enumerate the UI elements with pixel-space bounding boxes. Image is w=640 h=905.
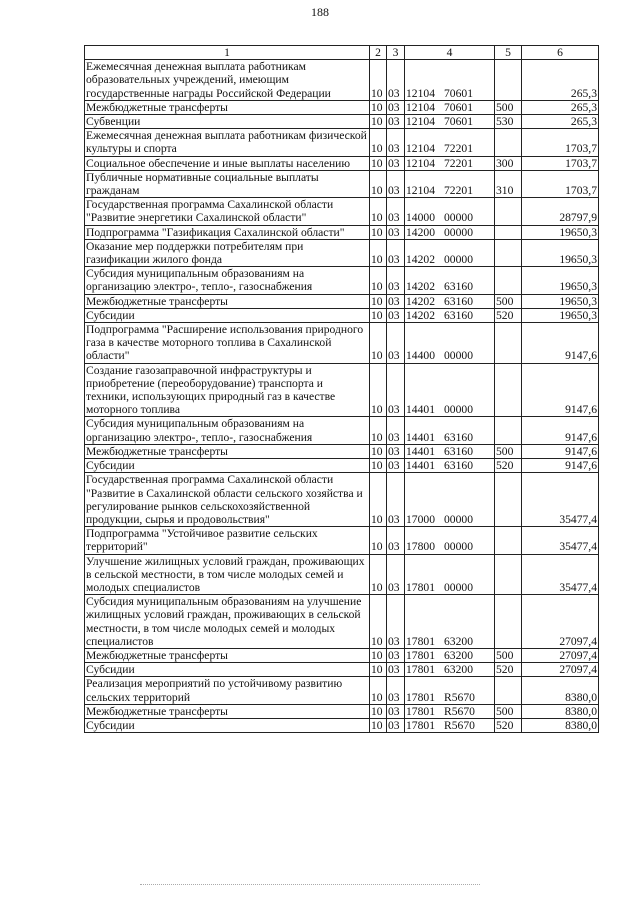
row-section: 10: [370, 663, 387, 677]
row-target-item-part1: 12104: [406, 115, 435, 129]
row-section: 10: [370, 417, 387, 444]
row-subsection: 03: [387, 473, 405, 527]
row-amount: 9147,6: [522, 459, 599, 473]
table-row: [85, 156, 599, 170]
row-target-item: [405, 554, 495, 595]
column-header: 3: [387, 46, 405, 60]
row-subsection: 03: [387, 677, 405, 704]
row-amount: 1703,7: [522, 170, 599, 197]
row-subsection: 03: [387, 363, 405, 417]
row-section: 10: [370, 267, 387, 294]
row-name: Субсидии: [85, 308, 370, 322]
row-target-item: [405, 444, 495, 458]
row-name: Подпрограмма "Устойчивое развитие сельских территорий": [85, 527, 370, 554]
row-name: Межбюджетные трансферты: [85, 444, 370, 458]
row-subsection: 03: [387, 554, 405, 595]
row-amount: 9147,6: [522, 363, 599, 417]
row-subsection: 03: [387, 225, 405, 239]
table-row: [85, 648, 599, 662]
row-target-item-part1: 14401: [406, 444, 435, 458]
row-target-item-part2: 63160: [444, 430, 473, 444]
row-target-item-part2: 63200: [444, 663, 473, 677]
row-amount: 265,3: [522, 100, 599, 114]
column-header: 1: [85, 46, 370, 60]
column-header: 4: [405, 46, 495, 60]
table-row: [85, 704, 599, 718]
row-section: 10: [370, 198, 387, 225]
row-name: Межбюджетные трансферты: [85, 704, 370, 718]
row-expense-type: [495, 595, 522, 649]
row-subsection: 03: [387, 527, 405, 554]
row-expense-type: 500: [495, 294, 522, 308]
table-row: [85, 444, 599, 458]
row-target-item-part2: 72201: [444, 142, 473, 156]
row-target-item-part2: 00000: [444, 403, 473, 417]
table-row: [85, 417, 599, 444]
table-row: [85, 225, 599, 239]
row-subsection: 03: [387, 444, 405, 458]
row-amount: 27097,4: [522, 648, 599, 662]
row-expense-type: 500: [495, 704, 522, 718]
row-target-item-part1: 14202: [406, 294, 435, 308]
row-name: Субсидия муниципальным образованиям на улучшение жилищных условий граждан, проживающих в сельской местности, в том числе молодых семей и молодых специалистов: [85, 595, 370, 649]
row-name: Межбюджетные трансферты: [85, 648, 370, 662]
row-expense-type: [495, 417, 522, 444]
row-target-item-part1: 14202: [406, 280, 435, 294]
row-section: 10: [370, 527, 387, 554]
row-amount: 35477,4: [522, 554, 599, 595]
row-amount: 1703,7: [522, 156, 599, 170]
row-expense-type: [495, 60, 522, 101]
row-section: 10: [370, 100, 387, 114]
row-section: 10: [370, 115, 387, 129]
header-row: [85, 46, 599, 60]
row-name: Ежемесячная денежная выплата работникам образовательных учреждений, имеющим государственные награды Российской Федерации: [85, 60, 370, 101]
row-amount: 19650,3: [522, 294, 599, 308]
row-target-item: [405, 239, 495, 266]
row-expense-type: 300: [495, 156, 522, 170]
row-section: 10: [370, 554, 387, 595]
row-expense-type: [495, 677, 522, 704]
row-target-item: [405, 198, 495, 225]
row-subsection: 03: [387, 239, 405, 266]
row-expense-type: 500: [495, 648, 522, 662]
row-target-item: [405, 527, 495, 554]
row-amount: 8380,0: [522, 718, 599, 732]
table-row: [85, 527, 599, 554]
table-row: [85, 239, 599, 266]
row-target-item-part1: 17801: [406, 718, 435, 732]
table-row: [85, 100, 599, 114]
row-target-item: [405, 100, 495, 114]
row-target-item: [405, 473, 495, 527]
row-amount: 9147,6: [522, 417, 599, 444]
table-row: [85, 115, 599, 129]
row-target-item-part2: 70601: [444, 115, 473, 129]
row-name: Подпрограмма "Газификация Сахалинской области": [85, 225, 370, 239]
row-target-item: [405, 267, 495, 294]
row-target-item-part2: 00000: [444, 225, 473, 239]
row-expense-type: [495, 473, 522, 527]
row-name: Субсидия муниципальным образованиям на организацию электро-, тепло-, газоснабжения: [85, 267, 370, 294]
row-target-item: [405, 225, 495, 239]
row-name: Реализация мероприятий по устойчивому развитию сельских территорий: [85, 677, 370, 704]
table-row: [85, 595, 599, 649]
row-section: 10: [370, 704, 387, 718]
row-section: 10: [370, 444, 387, 458]
row-target-item-part1: 17801: [406, 580, 435, 594]
row-name: Межбюджетные трансферты: [85, 294, 370, 308]
row-target-item-part2: 63160: [444, 280, 473, 294]
row-section: 10: [370, 294, 387, 308]
row-target-item: [405, 677, 495, 704]
table-row: [85, 677, 599, 704]
row-amount: 265,3: [522, 115, 599, 129]
row-amount: 265,3: [522, 60, 599, 101]
column-header: 6: [522, 46, 599, 60]
row-target-item-part2: 70601: [444, 86, 473, 100]
row-subsection: 03: [387, 704, 405, 718]
table-row: [85, 718, 599, 732]
row-target-item-part1: 17801: [406, 648, 435, 662]
table-row: [85, 198, 599, 225]
row-target-item-part2: R5670: [444, 690, 475, 704]
row-amount: 19650,3: [522, 267, 599, 294]
row-subsection: 03: [387, 267, 405, 294]
row-expense-type: 500: [495, 444, 522, 458]
row-target-item-part1: 17801: [406, 690, 435, 704]
table-row: [85, 308, 599, 322]
row-target-item-part2: 00000: [444, 349, 473, 363]
row-target-item: [405, 129, 495, 156]
row-name: Государственная программа Сахалинской области "Развитие в Сахалинской области сельского хозяйства и регулирование рынков сельскохозяйственной продукции, сырья и продовольствия": [85, 473, 370, 527]
row-section: 10: [370, 363, 387, 417]
row-subsection: 03: [387, 718, 405, 732]
row-target-item: [405, 704, 495, 718]
row-section: 10: [370, 225, 387, 239]
row-subsection: 03: [387, 198, 405, 225]
row-expense-type: 500: [495, 100, 522, 114]
row-section: 10: [370, 459, 387, 473]
row-target-item-part1: 14401: [406, 403, 435, 417]
table-row: [85, 363, 599, 417]
row-expense-type: [495, 527, 522, 554]
row-target-item-part1: 12104: [406, 184, 435, 198]
row-target-item-part2: 63160: [444, 308, 473, 322]
row-name: Социальное обеспечение и иные выплаты населению: [85, 156, 370, 170]
row-target-item-part1: 14401: [406, 459, 435, 473]
row-section: 10: [370, 648, 387, 662]
row-target-item-part1: 14200: [406, 225, 435, 239]
row-subsection: 03: [387, 156, 405, 170]
row-target-item: [405, 323, 495, 364]
row-target-item-part2: 72201: [444, 184, 473, 198]
table-row: [85, 60, 599, 101]
row-name: Улучшение жилищных условий граждан, проживающих в сельской местности, в том числе молодых семей и молодых специалистов: [85, 554, 370, 595]
row-name: Субвенции: [85, 115, 370, 129]
table-row: [85, 323, 599, 364]
row-amount: 8380,0: [522, 704, 599, 718]
row-subsection: 03: [387, 170, 405, 197]
row-target-item-part2: 63200: [444, 648, 473, 662]
row-subsection: 03: [387, 595, 405, 649]
row-target-item: [405, 718, 495, 732]
row-target-item-part1: 17800: [406, 540, 435, 554]
row-expense-type: [495, 129, 522, 156]
table-row: [85, 129, 599, 156]
row-expense-type: [495, 239, 522, 266]
row-amount: 35477,4: [522, 527, 599, 554]
row-subsection: 03: [387, 100, 405, 114]
row-name: Ежемесячная денежная выплата работникам физической культуры и спорта: [85, 129, 370, 156]
row-expense-type: [495, 323, 522, 364]
row-target-item: [405, 417, 495, 444]
page-number: 188: [311, 5, 329, 19]
row-target-item-part1: 14000: [406, 211, 435, 225]
row-target-item-part1: 17000: [406, 512, 435, 526]
row-name: Субсидия муниципальным образованиям на организацию электро-, тепло-, газоснабжения: [85, 417, 370, 444]
row-amount: 19650,3: [522, 239, 599, 266]
row-subsection: 03: [387, 663, 405, 677]
row-target-item: [405, 60, 495, 101]
row-amount: 19650,3: [522, 308, 599, 322]
row-section: 10: [370, 170, 387, 197]
row-target-item-part2: 72201: [444, 156, 473, 170]
row-subsection: 03: [387, 129, 405, 156]
row-name: Межбюджетные трансферты: [85, 100, 370, 114]
row-subsection: 03: [387, 323, 405, 364]
row-name: Субсидии: [85, 459, 370, 473]
row-amount: 35477,4: [522, 473, 599, 527]
row-target-item-part1: 14202: [406, 308, 435, 322]
row-target-item-part1: 14202: [406, 253, 435, 267]
row-section: 10: [370, 156, 387, 170]
column-header: 5: [495, 46, 522, 60]
row-amount: 19650,3: [522, 225, 599, 239]
row-target-item-part1: 12104: [406, 86, 435, 100]
row-section: 10: [370, 323, 387, 364]
row-target-item-part2: 00000: [444, 540, 473, 554]
row-target-item: [405, 115, 495, 129]
row-subsection: 03: [387, 308, 405, 322]
row-expense-type: 520: [495, 718, 522, 732]
row-target-item-part2: 63200: [444, 634, 473, 648]
row-target-item-part1: 17801: [406, 704, 435, 718]
row-expense-type: [495, 198, 522, 225]
row-expense-type: 530: [495, 115, 522, 129]
row-amount: 9147,6: [522, 323, 599, 364]
row-target-item: [405, 294, 495, 308]
row-subsection: 03: [387, 115, 405, 129]
row-target-item-part2: 63160: [444, 459, 473, 473]
row-name: Субсидии: [85, 718, 370, 732]
row-target-item: [405, 170, 495, 197]
row-target-item-part2: 70601: [444, 100, 473, 114]
row-target-item: [405, 363, 495, 417]
row-target-item: [405, 595, 495, 649]
row-expense-type: [495, 554, 522, 595]
row-target-item-part2: 00000: [444, 580, 473, 594]
row-name: Публичные нормативные социальные выплаты гражданам: [85, 170, 370, 197]
row-subsection: 03: [387, 417, 405, 444]
row-amount: 9147,6: [522, 444, 599, 458]
row-amount: 27097,4: [522, 663, 599, 677]
table-row: [85, 267, 599, 294]
row-target-item-part1: 17801: [406, 663, 435, 677]
row-expense-type: 520: [495, 459, 522, 473]
budget-table: [84, 45, 599, 733]
row-amount: 8380,0: [522, 677, 599, 704]
row-expense-type: [495, 363, 522, 417]
row-subsection: 03: [387, 60, 405, 101]
row-subsection: 03: [387, 294, 405, 308]
row-target-item: [405, 459, 495, 473]
row-target-item-part2: R5670: [444, 704, 475, 718]
row-name: Оказание мер поддержки потребителям при газификации жилого фонда: [85, 239, 370, 266]
row-target-item-part2: R5670: [444, 718, 475, 732]
scan-dots: [140, 884, 480, 887]
row-section: 10: [370, 473, 387, 527]
row-target-item: [405, 648, 495, 662]
row-section: 10: [370, 60, 387, 101]
row-expense-type: [495, 225, 522, 239]
table-row: [85, 554, 599, 595]
table-row: [85, 473, 599, 527]
row-target-item-part1: 12104: [406, 142, 435, 156]
row-section: 10: [370, 718, 387, 732]
row-section: 10: [370, 239, 387, 266]
table-row: [85, 459, 599, 473]
table-row: [85, 663, 599, 677]
row-subsection: 03: [387, 459, 405, 473]
row-amount: 27097,4: [522, 595, 599, 649]
row-target-item-part1: 14401: [406, 430, 435, 444]
row-target-item: [405, 308, 495, 322]
row-expense-type: 310: [495, 170, 522, 197]
row-expense-type: 520: [495, 308, 522, 322]
row-section: 10: [370, 677, 387, 704]
row-expense-type: [495, 267, 522, 294]
row-target-item-part2: 00000: [444, 253, 473, 267]
row-target-item: [405, 156, 495, 170]
row-target-item-part2: 00000: [444, 211, 473, 225]
row-target-item-part1: 14400: [406, 349, 435, 363]
row-target-item-part2: 63160: [444, 444, 473, 458]
row-name: Создание газозаправочной инфраструктуры и приобретение (переоборудование) транспорта и техники, использующих природный газ в качестве моторного топлива: [85, 363, 370, 417]
row-amount: 28797,9: [522, 198, 599, 225]
row-subsection: 03: [387, 648, 405, 662]
row-section: 10: [370, 595, 387, 649]
row-target-item-part2: 63160: [444, 294, 473, 308]
row-target-item-part1: 12104: [406, 100, 435, 114]
table-row: [85, 294, 599, 308]
column-header: 2: [370, 46, 387, 60]
row-target-item-part2: 00000: [444, 512, 473, 526]
row-section: 10: [370, 129, 387, 156]
row-target-item-part1: 17801: [406, 634, 435, 648]
row-section: 10: [370, 308, 387, 322]
row-name: Субсидии: [85, 663, 370, 677]
row-target-item: [405, 663, 495, 677]
table-row: [85, 170, 599, 197]
row-expense-type: 520: [495, 663, 522, 677]
row-name: Подпрограмма "Расширение использования природного газа в качестве моторного топлива в Сахалинской области": [85, 323, 370, 364]
row-amount: 1703,7: [522, 129, 599, 156]
row-name: Государственная программа Сахалинской области "Развитие энергетики Сахалинской области": [85, 198, 370, 225]
row-target-item-part1: 12104: [406, 156, 435, 170]
